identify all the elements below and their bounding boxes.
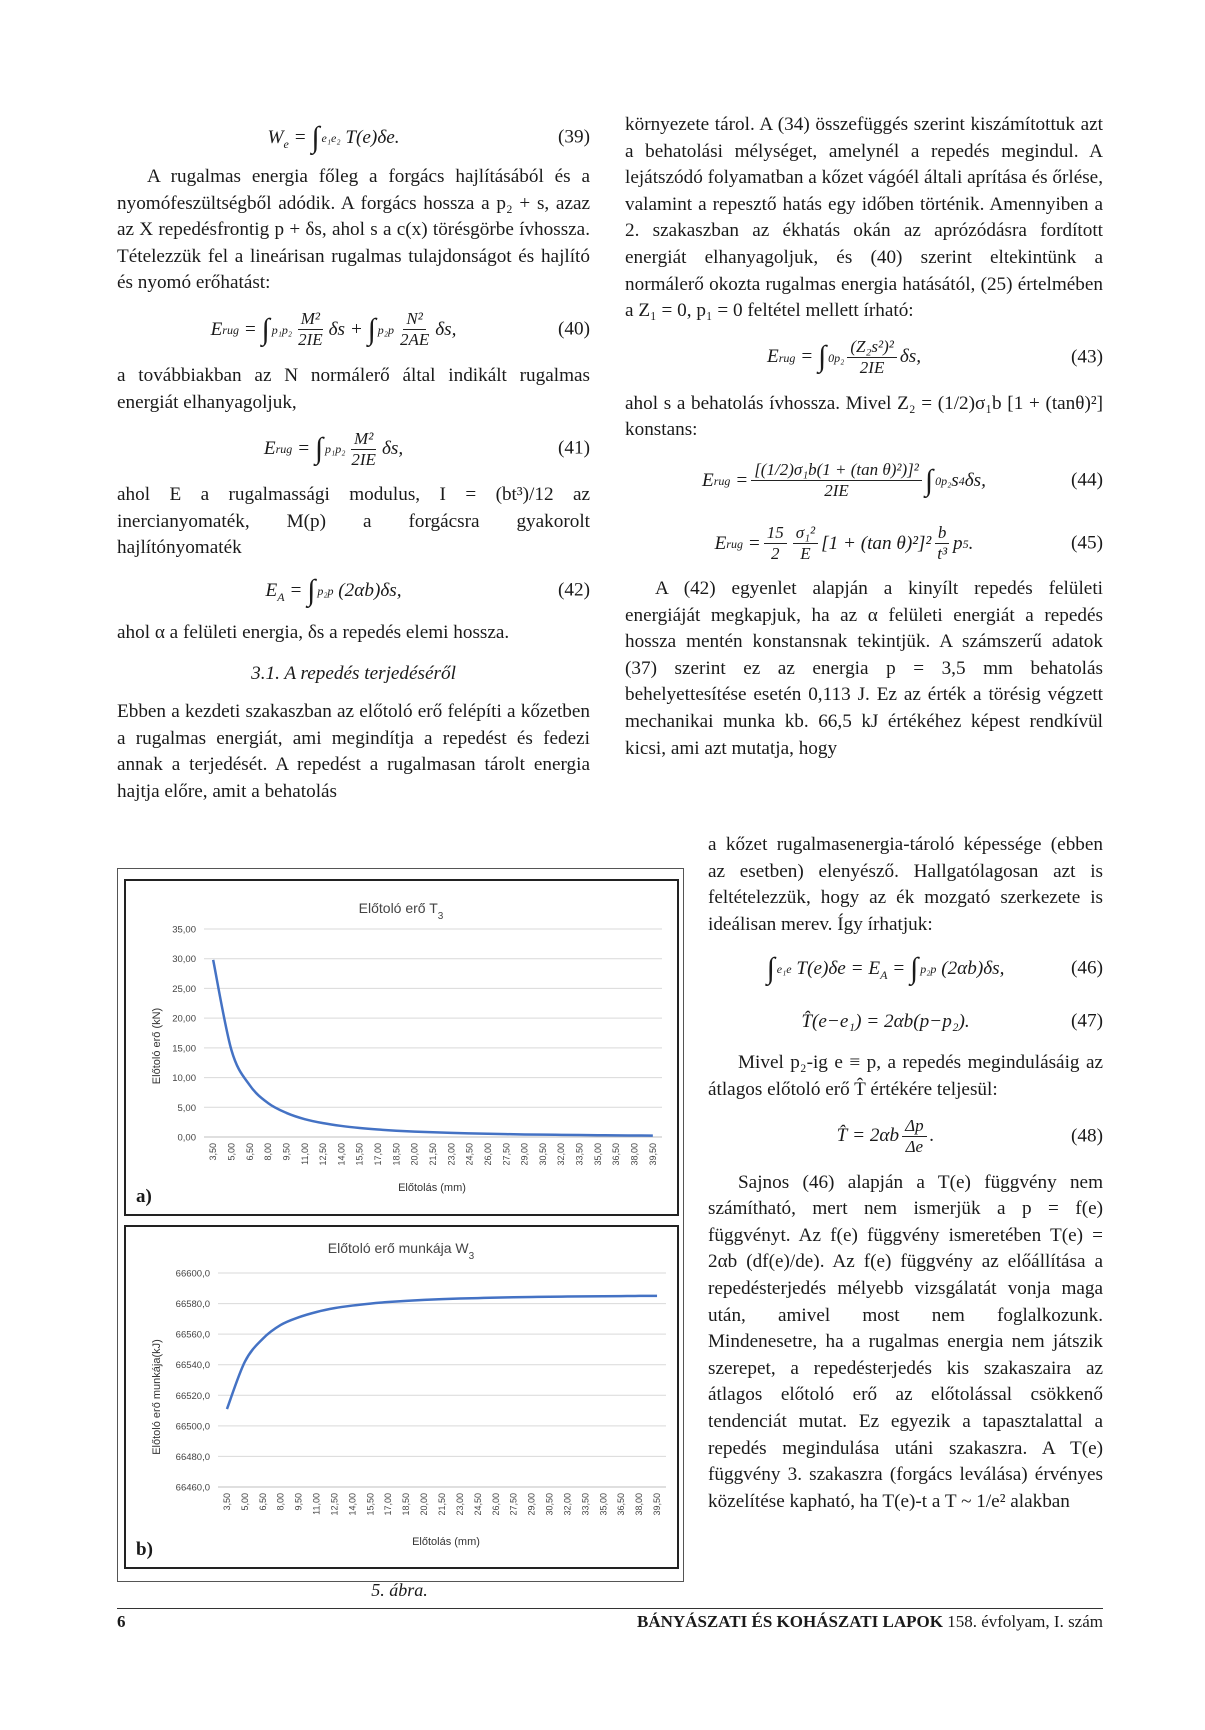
paragraph: ahol s a behatolás ívhossza. Mivel Z₂ = (1/2)σ₁b [1 + (tanθ)²] konstans: xyxy=(625,392,1103,441)
x-tick-label: 15,50 xyxy=(365,1493,376,1516)
x-tick-label: 36,50 xyxy=(616,1493,627,1516)
chart-panel-b xyxy=(124,1225,679,1569)
x-tick-label: 29,00 xyxy=(519,1143,530,1166)
equation-42: $E_A$ = ∫ p₂ p (2 αb ) δs , (42) xyxy=(265,573,590,607)
eq43-number: (43) xyxy=(1071,346,1103,368)
y-tick-label: 66480,0 xyxy=(175,1451,210,1463)
x-tick-label: 38,00 xyxy=(634,1493,645,1516)
x-tick-label: 17,00 xyxy=(373,1143,384,1166)
equation-43: E rug = ∫ 0 p₂ $\frac{\text{(Z₂s²)²}}{2IE}$ δs , (43) xyxy=(766,337,1103,378)
chart-a xyxy=(126,881,677,1214)
journal-title xyxy=(637,1612,1103,1632)
panel-label-b: b) xyxy=(136,1539,153,1560)
x-tick-label: 9,50 xyxy=(281,1143,292,1161)
eq40-number: (40) xyxy=(558,318,590,340)
y-axis-label: Előtoló erő (kN) xyxy=(151,1007,163,1085)
paragraph: ahol α a felületi energia, δs a repedés elemi hossza. xyxy=(117,621,510,643)
x-tick-label: 24,50 xyxy=(464,1143,475,1166)
x-tick-label: 23,00 xyxy=(446,1143,457,1166)
y-tick-label: 66580,0 xyxy=(175,1299,210,1311)
x-tick-label: 8,00 xyxy=(263,1143,274,1161)
x-tick-label: 17,00 xyxy=(383,1493,394,1516)
y-axis-label: Előtoló erő munkája(kJ) xyxy=(151,1339,163,1455)
x-tick-label: 11,00 xyxy=(311,1493,322,1515)
y-tick-label: 5,00 xyxy=(177,1102,196,1114)
x-tick-label: 29,00 xyxy=(526,1493,537,1516)
paragraph: a kőzet rugalmasenergia-tároló képessége (ebben az esetben) elenyésző. Hallgatólagosan azt is feltételezzük, hogy az ék mozgató szerkezete is ideálisan merev. Így írhatjuk: xyxy=(708,834,1103,935)
x-tick-label: 35,00 xyxy=(598,1493,609,1516)
series-line xyxy=(227,1296,657,1409)
x-tick-label: 26,00 xyxy=(482,1143,493,1166)
left-column xyxy=(117,112,590,806)
x-tick-label: 27,50 xyxy=(501,1143,512,1166)
panel-label-a: a) xyxy=(136,1186,152,1207)
paragraph: ahol E a rugalmassági modulus, I = (bt³)/12 az inercianyomaték, M(p) a forgácsra gyakorolt hajlítónyomaték xyxy=(117,484,590,559)
y-tick-label: 66600,0 xyxy=(175,1268,210,1280)
x-tick-label: 36,50 xyxy=(611,1143,622,1166)
x-tick-label: 27,50 xyxy=(508,1493,519,1516)
footer-divider xyxy=(117,1608,1103,1609)
eq48-number: (48) xyxy=(1071,1125,1103,1147)
x-tick-label: 18,50 xyxy=(391,1143,402,1166)
x-tick-label: 21,50 xyxy=(428,1143,438,1166)
eq39-number: (39) xyxy=(558,126,590,148)
y-tick-label: 66560,0 xyxy=(175,1329,210,1341)
x-tick-label: 39,50 xyxy=(647,1143,658,1166)
x-axis-label: Előtolás (mm) xyxy=(412,1536,480,1548)
y-tick-label: 66460,0 xyxy=(175,1482,210,1494)
x-tick-label: 39,50 xyxy=(652,1493,663,1516)
y-tick-label: 25,00 xyxy=(172,983,196,995)
x-tick-label: 5,00 xyxy=(226,1143,237,1161)
eq42-number: (42) xyxy=(558,579,590,601)
x-tick-label: 12,50 xyxy=(318,1143,329,1166)
paragraph: környezete tárol. A (34) összefüggés szerint kiszámítottuk azt a behatolási mélységet, amelynél a repedés megindul. A lejátszódó folyamatban a kőzet vágóél általi aprítása és őrlése, valamint a repesztő hatás egy időben történik. Amennyiben a 2. szakaszban az ékhatás okán az aprózódásra fordított energiát elhanyagoljuk, és (40) szerint eltekintünk a normálerő okozta rugalmas energia hatásától, (25) értelmében a Z₁ = 0, p₁ = 0 feltétel mellett írható: xyxy=(625,114,1103,322)
equation-48: T̂ = 2 αb $\frac{\Delta p}{\Delta e}$ . (48) xyxy=(836,1116,1103,1157)
paragraph: Sajnos (46) alapján a T(e) függvény nem számítható, mert nem ismerjük a p = f(e) függvényt. Az f(e) függvény ismeretében T(e) = 2αb (df(e)/de). Az f(e) függvény az előállítása a repedésterjedés mélyebb vizsgálatát vonja maga után, amivel most nem foglalkozunk. Mindenesetre, ha a rugalmas energia nem játszik szerepet, a repedésterjedés kis szakaszaira az átlagos előtoló erő az előtolással csökkenő tendenciát mutat. Ez egyezik a tapasztalattal a repedés megindulása utáni szakaszra. A T(e) függvény 3. szakaszra (forgács leválása) érvényes közelítése kapható, ha T(e)-t a T ~ 1/e² alakban xyxy=(708,1171,1103,1512)
chart-panel-a xyxy=(124,879,679,1216)
x-tick-label: 18,50 xyxy=(401,1493,412,1516)
eq41-number: (41) xyxy=(558,437,590,459)
wrap-column xyxy=(708,832,1103,1515)
x-tick-label: 8,00 xyxy=(275,1493,286,1511)
x-tick-label: 3,50 xyxy=(221,1493,232,1511)
equation-46: ∫ e₁ e T( e ) δe = $E_A$ = ∫ p₂ p (2 αb ) δs , (46) xyxy=(766,952,1103,986)
right-column xyxy=(625,112,1103,762)
x-tick-label: 21,50 xyxy=(437,1493,447,1516)
x-tick-label: 3,50 xyxy=(208,1143,219,1161)
x-tick-label: 14,00 xyxy=(336,1143,347,1166)
equation-44: E rug = $\frac{\text{[(1/2)σ₁b(1 + (tan θ)²)]²}}{2IE}$ ∫ 0 p₂ s 4 δs , (44) xyxy=(702,460,1103,501)
y-tick-label: 20,00 xyxy=(172,1013,196,1025)
x-tick-label: 9,50 xyxy=(293,1493,304,1511)
page-number: 6 xyxy=(117,1612,126,1631)
eq44-number: (44) xyxy=(1071,469,1103,491)
y-tick-label: 66520,0 xyxy=(175,1390,210,1402)
x-tick-label: 33,50 xyxy=(580,1493,591,1516)
equation-40: E rug = ∫ p₁ p₂ $\frac{\text{M²}}{2IE}$ δs + ∫ p₂ p $\frac{\text{N²}}{2AE}$ δs , (40) xyxy=(210,309,590,350)
x-tick-label: 20,00 xyxy=(419,1493,430,1516)
chart-b xyxy=(126,1227,677,1567)
equation-41: E rug = ∫ p₁ p₂ $\frac{\text{M²}}{2IE}$ δs , (41) xyxy=(263,428,590,469)
x-tick-label: 20,00 xyxy=(409,1143,420,1166)
y-tick-label: 66500,0 xyxy=(175,1421,210,1433)
y-tick-label: 0,00 xyxy=(177,1132,196,1144)
eq46-number: (46) xyxy=(1071,958,1103,980)
journal-issue: 158. évfolyam, I. szám xyxy=(942,1612,1103,1631)
figure-caption: 5. ábra. xyxy=(371,1580,428,1600)
x-tick-label: 5,00 xyxy=(239,1493,250,1511)
x-tick-label: 6,50 xyxy=(244,1143,255,1161)
eq45-number: (45) xyxy=(1071,532,1103,554)
x-tick-label: 6,50 xyxy=(257,1493,268,1511)
x-tick-label: 30,50 xyxy=(537,1143,548,1166)
equation-45: E rug = $\frac{15}{2}$ $\frac{\text{σ₁²}}{E}$ [1 + (tan θ)²]² $\frac{b}{\text{t³}}$ p 5 . (45) xyxy=(714,523,1103,564)
chart-title: Előtoló erő $T_3$ xyxy=(358,900,444,922)
paragraph: A (42) egyenlet alapján a kinyílt repedés felületi energiáját megkapjuk, ha az α felületi energiát a repedés hossza mentén konstansnak tekintjük. A számszerű adatok (37) szerint ez az energia p = 3,5 mm behatolás behelyettesítése esetén 0,113 J. Ez az érték a törésig végzett mechanikai munka kb. 66,5 kJ értékéhez képest rendkívül kicsi, ami azt mutatja, hogy xyxy=(625,577,1103,759)
x-tick-label: 15,50 xyxy=(354,1143,365,1166)
paragraph: Ebben a kezdeti szakaszban az előtoló erő felépíti a kőzetben a rugalmas energiát, ami megindítja a repedést és fedezi annak a terjedését. A repedést a rugalmasan tárolt energia hajtja előre, amit a behatolás xyxy=(117,701,590,802)
equation-47: T̂ ( e − e ₁) = 2 αb ( p − p ₂). (47) xyxy=(708,1000,1103,1044)
paragraph: Mivel p₂-ig e ≡ p, a repedés megindulásáig az átlagos előtoló erő T̂ értékére teljesül: xyxy=(708,1052,1103,1100)
equation-39: $W_e$ = ∫ e₁ e₂ T ( e ) δe . (39) xyxy=(267,120,590,154)
y-tick-label: 30,00 xyxy=(172,954,196,966)
x-tick-label: 32,00 xyxy=(562,1493,573,1516)
x-tick-label: 11,00 xyxy=(299,1143,310,1165)
y-tick-label: 15,00 xyxy=(172,1043,196,1055)
paragraph: A rugalmas energia főleg a forgács hajlításából és a nyomófeszültségből adódik. A forgács hossza a p₂ + s, azaz az X repedésfrontig p + δs, ahol s a c(x) törésgörbe ívhossza. Tételezzük fel a lineárisan rugalmas tulajdonságot és hajlító és nyomó erőhatást: xyxy=(117,166,590,294)
x-tick-label: 23,00 xyxy=(454,1493,465,1516)
y-tick-label: 10,00 xyxy=(172,1073,196,1085)
x-axis-label: Előtolás (mm) xyxy=(398,1182,466,1194)
x-tick-label: 38,00 xyxy=(629,1143,640,1166)
journal-name: BÁNYÁSZATI ÉS KOHÁSZATI LAPOK xyxy=(637,1612,943,1631)
y-tick-label: 35,00 xyxy=(172,924,196,936)
x-tick-label: 35,00 xyxy=(592,1143,603,1166)
x-tick-label: 26,00 xyxy=(490,1493,501,1516)
x-tick-label: 30,50 xyxy=(544,1493,555,1516)
x-tick-label: 14,00 xyxy=(347,1493,358,1516)
y-tick-label: 66540,0 xyxy=(175,1360,210,1372)
chart-title: Előtoló erő munkája $W_3$ xyxy=(327,1240,475,1262)
x-tick-label: 32,00 xyxy=(556,1143,567,1166)
eq47-number: (47) xyxy=(1071,1011,1103,1033)
x-tick-label: 24,50 xyxy=(472,1493,483,1516)
figure-5 xyxy=(117,868,684,1582)
x-tick-label: 33,50 xyxy=(574,1143,585,1166)
paragraph: a továbbiakban az N normálerő által indikált rugalmas energiát elhanyagoljuk, xyxy=(117,364,590,413)
section-title: 3.1. A repedés terjedéséről xyxy=(251,662,456,684)
x-tick-label: 12,50 xyxy=(329,1493,340,1516)
